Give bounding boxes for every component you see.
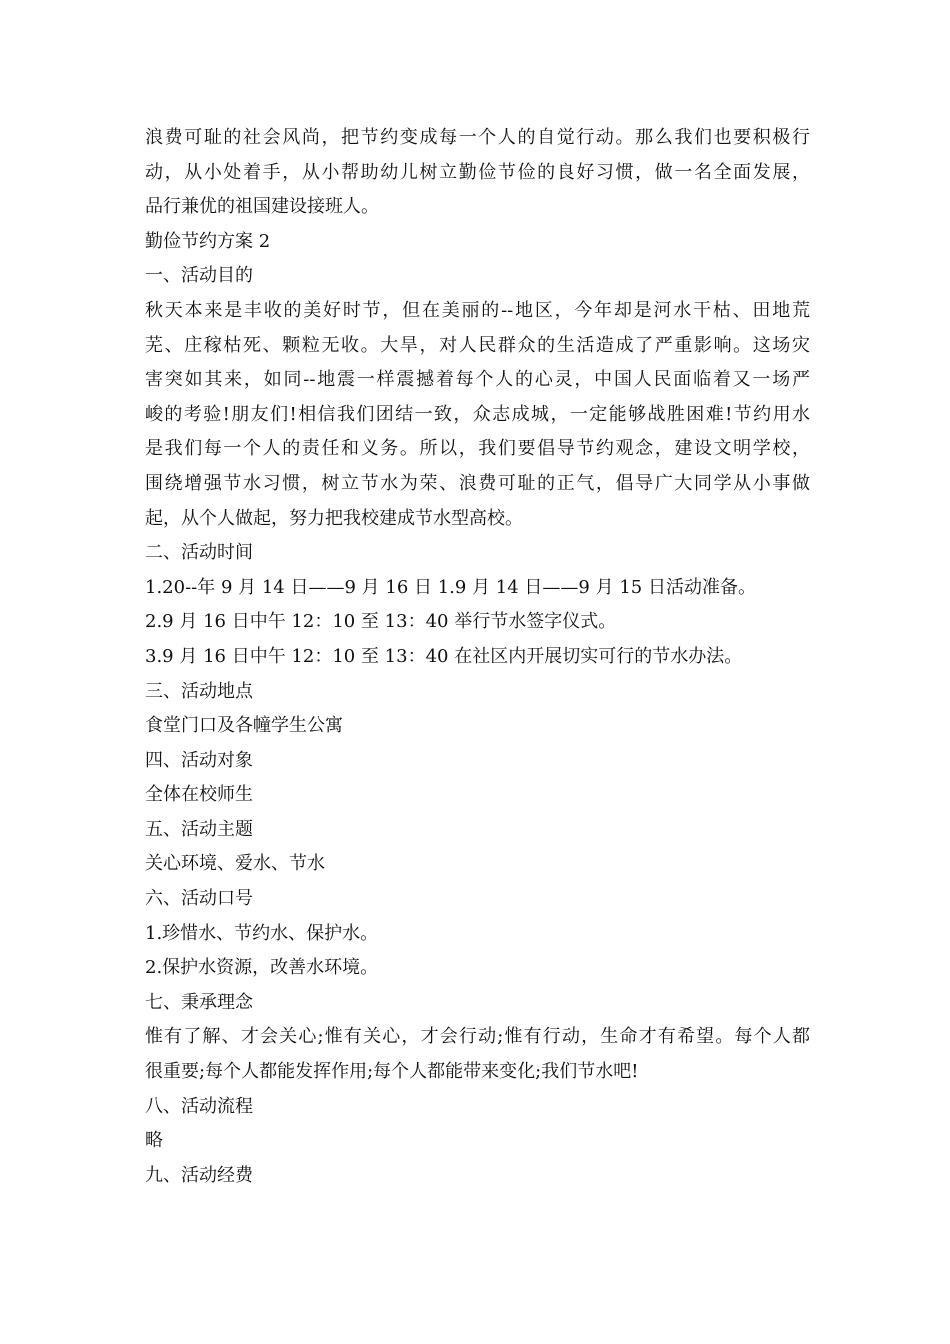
section-heading: 五、活动主题	[145, 818, 253, 840]
paragraph-line: 略	[145, 1130, 163, 1152]
paragraph-line: 食堂门口及各幢学生公寓	[145, 715, 343, 737]
list-item: 2.9 月 16 日中午 12：10 至 13：40 举行节水签字仪式。	[145, 611, 617, 633]
paragraph-line: 秋天本来是丰收的美好时节，但在美丽的--地区，今年却是河水干枯、田地荒	[145, 299, 810, 321]
section-title: 勤俭节约方案 2	[145, 230, 271, 252]
section-heading: 四、活动对象	[145, 749, 253, 771]
paragraph-line: 浪费可耻的社会风尚，把节约变成每一个人的自觉行动。那么我们也要积极行	[145, 127, 810, 148]
list-item: 3.9 月 16 日中午 12：10 至 13：40 在社区内开展切实可行的节水办法。	[145, 645, 743, 667]
paragraph-line: 惟有了解、才会关心;惟有关心，才会行动;惟有行动，生命才有希望。每个人都	[145, 1026, 810, 1048]
paragraph-line: 是我们每一个人的责任和义务。所以，我们要倡导节约观念，建设文明学校，	[145, 438, 810, 460]
paragraph-line: 很重要;每个人都能发挥作用;每个人都能带来变化;我们节水吧!	[145, 1061, 639, 1083]
section-heading: 二、活动时间	[145, 542, 253, 564]
paragraph-line: 围绕增强节水习惯，树立节水为荣、浪费可耻的正气，倡导广大同学从小事做	[145, 472, 810, 494]
document-body	[145, 121, 810, 1193]
list-item: 1.珍惜水、节约水、保护水。	[145, 922, 379, 944]
paragraph-line: 芜、庄稼枯死、颗粒无收。大旱，对人民群众的生活造成了严重影响。这场灾	[145, 334, 810, 356]
paragraph-line: 峻的考验!朋友们!相信我们团结一致，众志成城，一定能够战胜困难!节约用水	[145, 403, 810, 425]
paragraph-line: 关心环境、爱水、节水	[145, 853, 325, 875]
section-heading: 一、活动目的	[145, 265, 253, 287]
paragraph-line: 动，从小处着手，从小帮助幼儿树立勤俭节俭的良好习惯，做一名全面发展，	[145, 161, 810, 183]
paragraph-line: 全体在校师生	[145, 784, 253, 806]
section-heading: 九、活动经费	[145, 1164, 253, 1186]
paragraph-line: 起，从个人做起，努力把我校建成节水型高校。	[145, 507, 523, 529]
list-item: 1.20--年 9 月 14 日——9 月 16 日 1.9 月 14 日——9 月 15 日活动准备。	[145, 576, 756, 598]
section-heading: 六、活动口号	[145, 888, 253, 910]
paragraph-line: 品行兼优的祖国建设接班人。	[145, 196, 379, 218]
section-heading: 八、活动流程	[145, 1095, 253, 1117]
section-heading: 七、秉承理念	[145, 991, 253, 1013]
section-heading: 三、活动地点	[145, 680, 253, 702]
paragraph-line: 害突如其来，如同--地震一样震撼着每个人的心灵，中国人民面临着又一场严	[145, 369, 810, 391]
list-item: 2.保护水资源，改善水环境。	[145, 957, 379, 979]
